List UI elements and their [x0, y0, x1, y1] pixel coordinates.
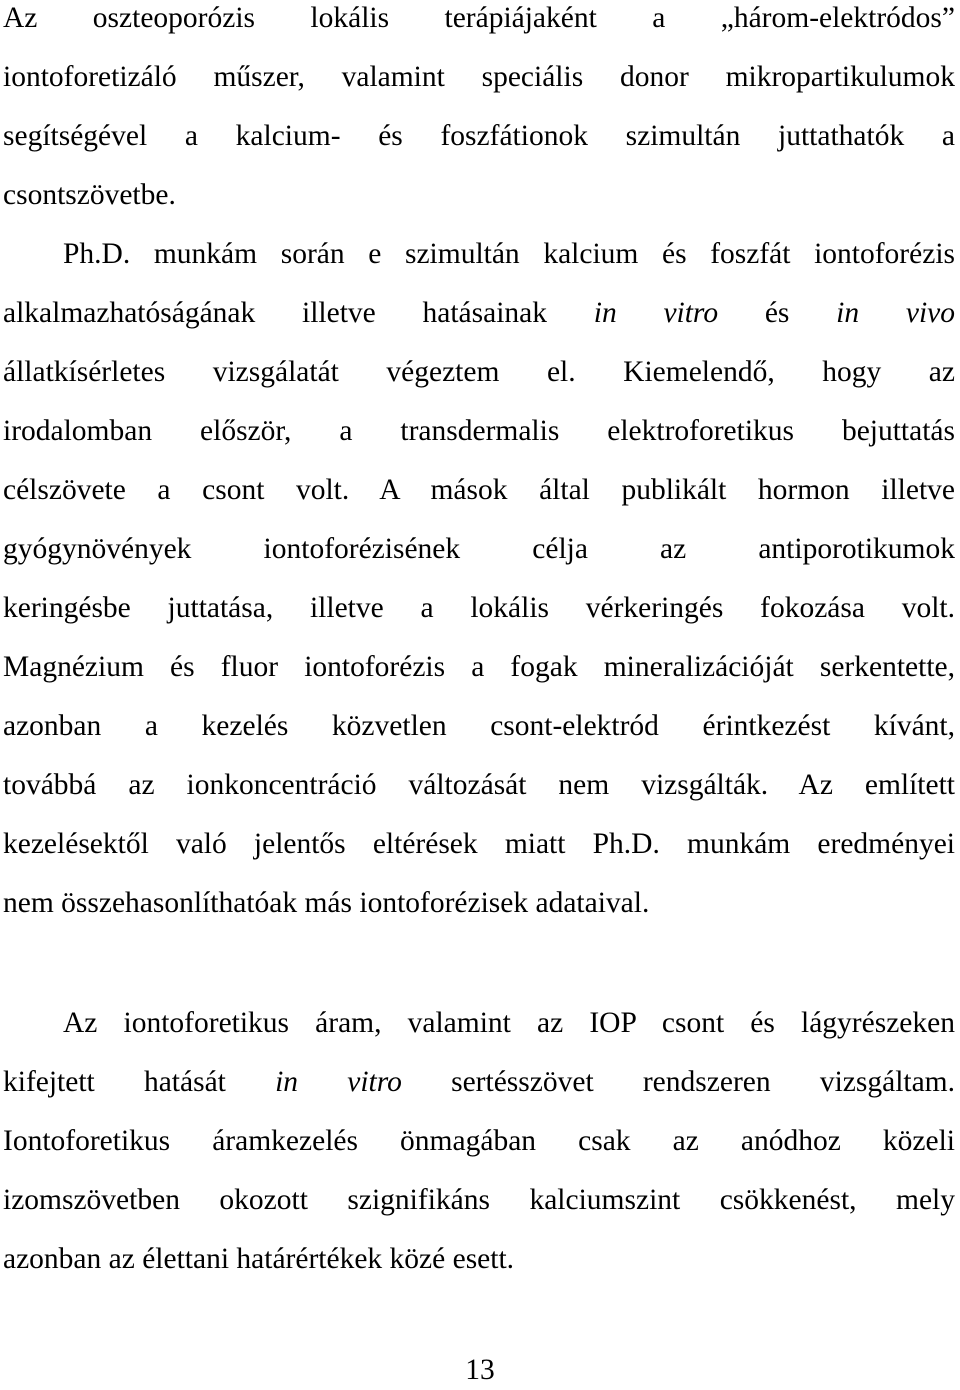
- p2-line-5: [3, 470, 955, 510]
- text-segment: kezelésektől való jelentős eltérések miatt Ph.D. munkám eredményei: [3, 828, 955, 860]
- text-segment: azonban a kezelés közvetlen csont-elektród érintkezést kívánt,: [3, 710, 955, 742]
- text-segment-italic: in vivo: [836, 297, 956, 329]
- page-number: 13: [465, 1354, 495, 1386]
- text-segment: azonban az élettani határértékek közé esett.: [3, 1243, 515, 1275]
- p2-line-3: [3, 352, 955, 392]
- text-segment: állatkísérletes vizsgálatát végeztem el. Kiemelendő, hogy az: [3, 356, 955, 388]
- p2-line-4: [3, 411, 955, 451]
- text-segment: csontszövetbe.: [3, 179, 176, 211]
- text-segment: segítségével a kalcium- és foszfátionok szimultán juttathatók a: [3, 120, 955, 152]
- text-segment: Magnézium és fluor iontoforézis a fogak mineralizációját serkentette,: [3, 651, 955, 683]
- text-segment-italic: in vitro: [275, 1066, 402, 1098]
- p2-line-8: [3, 647, 955, 687]
- text-segment: továbbá az ionkoncentráció változását nem vizsgálták. Az említett: [3, 769, 955, 801]
- p3-line-2: [3, 1062, 955, 1102]
- text-segment-italic: in vitro: [593, 297, 719, 329]
- text-segment: célszövete a csont volt. A mások által publikált hormon illetve: [3, 474, 955, 506]
- text-segment: nem összehasonlíthatóak más iontoforézisek adataival.: [3, 887, 650, 919]
- text-segment: Az oszteoporózis lokális terápiájaként a „három-elektródos”: [3, 2, 955, 34]
- p2-line-6: [3, 529, 955, 569]
- p2-line-12: [3, 883, 955, 923]
- p2-line-1: [63, 234, 955, 274]
- p1-line-1: [3, 0, 955, 38]
- text-segment: alkalmazhatóságának illetve hatásainak: [3, 297, 594, 329]
- text-segment: Iontoforetikus áramkezelés önmagában csak az anódhoz közeli: [3, 1125, 955, 1157]
- p3-line-4: [3, 1180, 955, 1220]
- text-segment: iontoforetizáló műszer, valamint speciális donor mikropartikulumok: [3, 61, 955, 93]
- p2-line-2: [3, 293, 955, 333]
- p2-line-7: [3, 588, 955, 628]
- p3-line-5: [3, 1239, 955, 1279]
- text-segment: kifejtett hatását: [3, 1066, 276, 1098]
- p2-line-9: [3, 706, 955, 746]
- text-segment: Az iontoforetikus áram, valamint az IOP csont és lágyrészeken: [63, 1007, 955, 1039]
- text-segment: és: [718, 297, 837, 329]
- text-segment: keringésbe juttatása, illetve a lokális vérkeringés fokozása volt.: [3, 592, 955, 624]
- text-segment: sertésszövet rendszeren vizsgáltam.: [401, 1066, 955, 1098]
- p1-line-4: [3, 175, 955, 215]
- p2-line-11: [3, 824, 955, 864]
- p2-line-10: [3, 765, 955, 805]
- text-segment: irodalomban először, a transdermalis elektroforetikus bejuttatás: [3, 415, 955, 447]
- p1-line-2: [3, 57, 955, 97]
- text-segment: Ph.D. munkám során e szimultán kalcium és foszfát iontoforézis: [63, 238, 955, 270]
- text-segment: gyógynövények iontoforézisének célja az antiporotikumok: [3, 533, 955, 565]
- p3-line-1: [63, 1003, 955, 1043]
- text-segment: izomszövetben okozott szignifikáns kalciumszint csökkenést, mely: [3, 1184, 955, 1216]
- p3-line-3: [3, 1121, 955, 1161]
- p1-line-3: [3, 116, 955, 156]
